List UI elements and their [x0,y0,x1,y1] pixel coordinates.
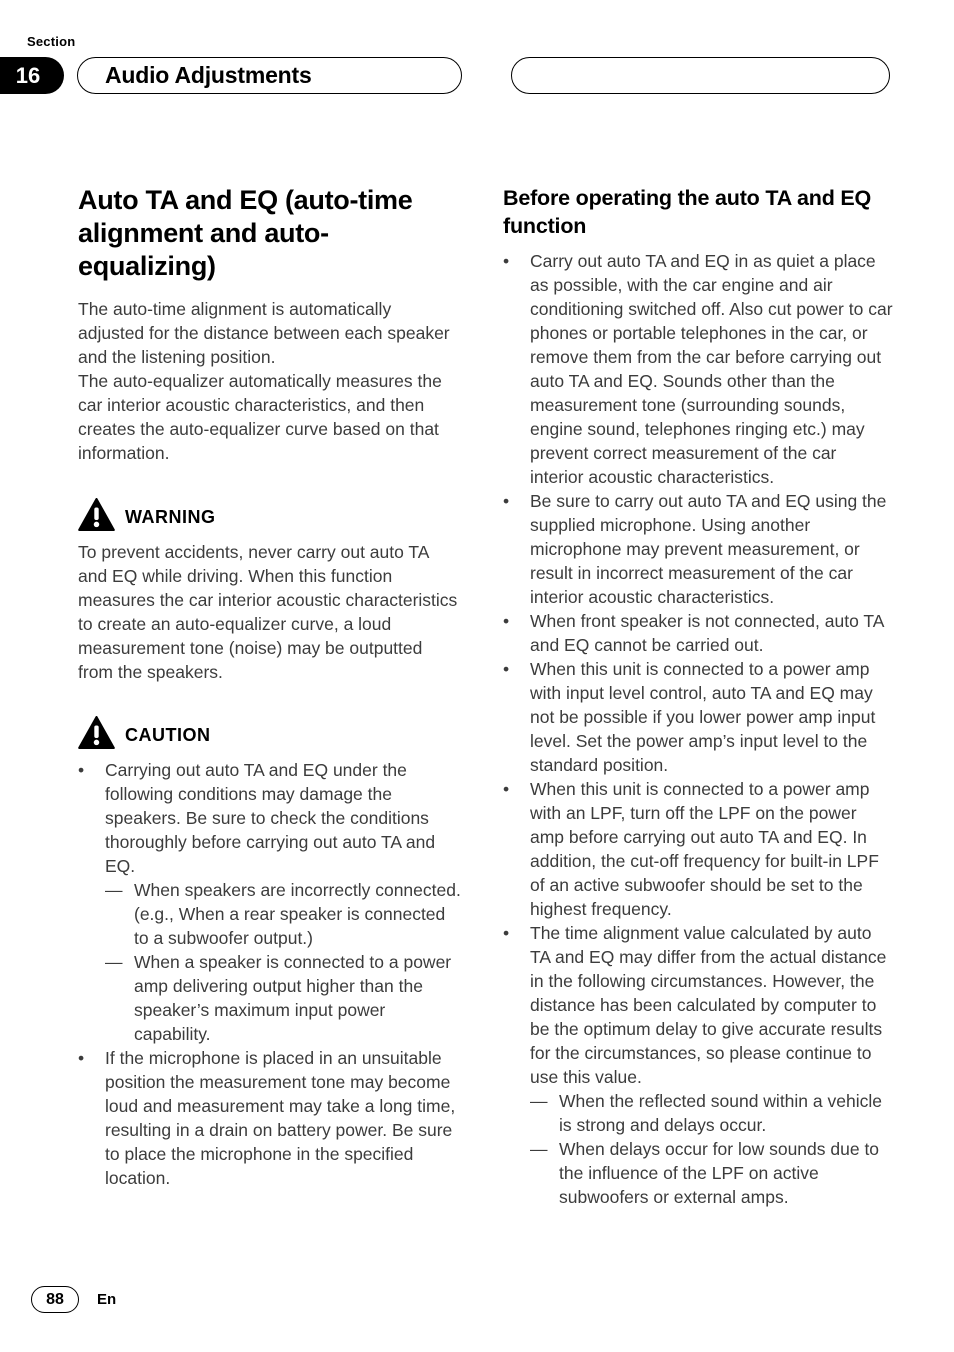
caution-block [78,716,461,1190]
list-item [503,489,894,609]
bullet-marker: • [503,779,510,799]
left-column [78,184,461,1222]
sub-list-item [530,1137,894,1209]
chapter-title-box [77,57,462,94]
bullet-marker: • [503,611,510,631]
bullet-marker: • [78,760,85,780]
intro-text [78,297,461,465]
sub-list-item-text: When the reflected sound within a vehicle is strong and delays occur. [559,1091,882,1135]
content-columns [78,184,894,1222]
warning-header [78,498,461,536]
list-item-text: When this unit is connected to a power amp with input level control, auto TA and EQ may not be possible if you lower power amp input level. Set the power amp’s input level to the standard position. [530,659,876,775]
sub-list-item [105,878,461,950]
list-item-text: If the microphone is placed in an unsuitable position the measurement tone may become loud and measurement may take a long time, resulting in a drain on battery power. Be sure to place the microphone in the specified location. [105,1048,456,1188]
section-number-badge [0,57,64,94]
intro-paragraph: The auto-equalizer automatically measures the car interior acoustic characteristics, and then creates the auto-equalizer curve based on that information. [78,371,442,463]
chapter-title: Audio Adjustments [105,62,312,88]
warning-block [78,498,461,684]
list-item [503,609,894,657]
bullet-marker: • [503,251,510,271]
page-title: Auto TA and EQ (auto-time alignment and auto-equalizing) [78,185,413,281]
section-label: Section [27,34,76,49]
list-item-body [530,249,894,489]
warning-triangle-icon [78,716,115,754]
list-item [503,921,894,1209]
bullet-marker: • [503,659,510,679]
notes-list [503,249,894,1209]
right-column [503,184,894,1222]
list-item [78,1046,461,1190]
warning-text: To prevent accidents, never carry out auto TA and EQ while driving. When this function measures the car interior acoustic characteristics to create an auto-equalizer curve, a loud measurement tone (noise) may be outputted from the speakers. [78,542,458,682]
list-item-body [530,657,894,777]
list-item-body [105,1046,461,1190]
sub-list-item [105,950,461,1046]
list-item-text: When front speaker is not connected, auto TA and EQ cannot be carried out. [530,611,884,655]
page-number-badge [31,1286,79,1313]
list-item-body [530,609,894,657]
dash-marker: — [105,880,123,900]
bullet-marker: • [78,1048,85,1068]
intro-paragraph: The auto-time alignment is automatically adjusted for the distance between each speaker and the listening position. [78,299,450,367]
list-item-body [105,758,461,1046]
page-number: 88 [46,1290,64,1308]
list-item-body [530,921,894,1209]
sub-list-item-text: When speakers are incorrectly connected. (e.g., When a rear speaker is connected to a subwoofer output.) [134,880,461,948]
caution-header [78,716,461,754]
header-empty-box [511,57,890,94]
sub-list-item-text: When a speaker is connected to a power amp delivering output higher than the speaker’s maximum input power capability. [134,952,452,1044]
list-item [503,249,894,489]
sub-list-item-text: When delays occur for low sounds due to the influence of the LPF on active subwoofers or external amps. [559,1139,880,1207]
caution-label: CAUTION [125,724,211,745]
list-item-body [530,777,894,921]
language-label: En [97,1291,117,1308]
list-item-body [530,489,894,609]
dash-marker: — [530,1091,548,1111]
list-item-text: Carry out auto TA and EQ in as quiet a place as possible, with the car engine and air conditioning switched off. Also cut power to car phones or portable telephones in the car, or remove them from the car before carrying out auto TA and EQ. Sounds other than the measurement tone (surrounding sounds, engine sound, telephones ringing etc.) may prevent correct measurement of the car interior acoustic characteristics. [530,251,893,487]
section-heading: Before operating the auto TA and EQ function [503,186,872,238]
warning-label: WARNING [125,506,216,527]
dash-marker: — [530,1139,548,1159]
caution-list [78,758,461,1190]
list-item-text: The time alignment value calculated by auto TA and EQ may differ from the actual distance in the following circumstances. However, the distance has been calculated by computer to be the optimum delay to give accurate results for the circumstances, so please continue to use this value. [530,923,887,1087]
dash-marker: — [105,952,123,972]
bullet-marker: • [503,923,510,943]
list-item-text: When this unit is connected to a power amp with an LPF, turn off the LPF on the power amp before carrying out auto TA and EQ. In addition, the cut-off frequency for built-in LPF of an active subwoofer should be set to the highest frequency. [530,779,879,919]
list-item-text: Be sure to carry out auto TA and EQ using the supplied microphone. Using another microphone may prevent measurement, or result in incorrect measurement of the car interior acoustic characteristics. [530,491,887,607]
section-number: 16 [15,62,41,88]
list-item [503,777,894,921]
bullet-marker: • [503,491,510,511]
sub-list-item [530,1089,894,1137]
list-item [503,657,894,777]
list-item [78,758,461,1046]
list-item-text: Carrying out auto TA and EQ under the following conditions may damage the speakers. Be sure to check the conditions thoroughly before carrying out auto TA and EQ. [105,760,436,876]
warning-triangle-icon [78,498,115,536]
